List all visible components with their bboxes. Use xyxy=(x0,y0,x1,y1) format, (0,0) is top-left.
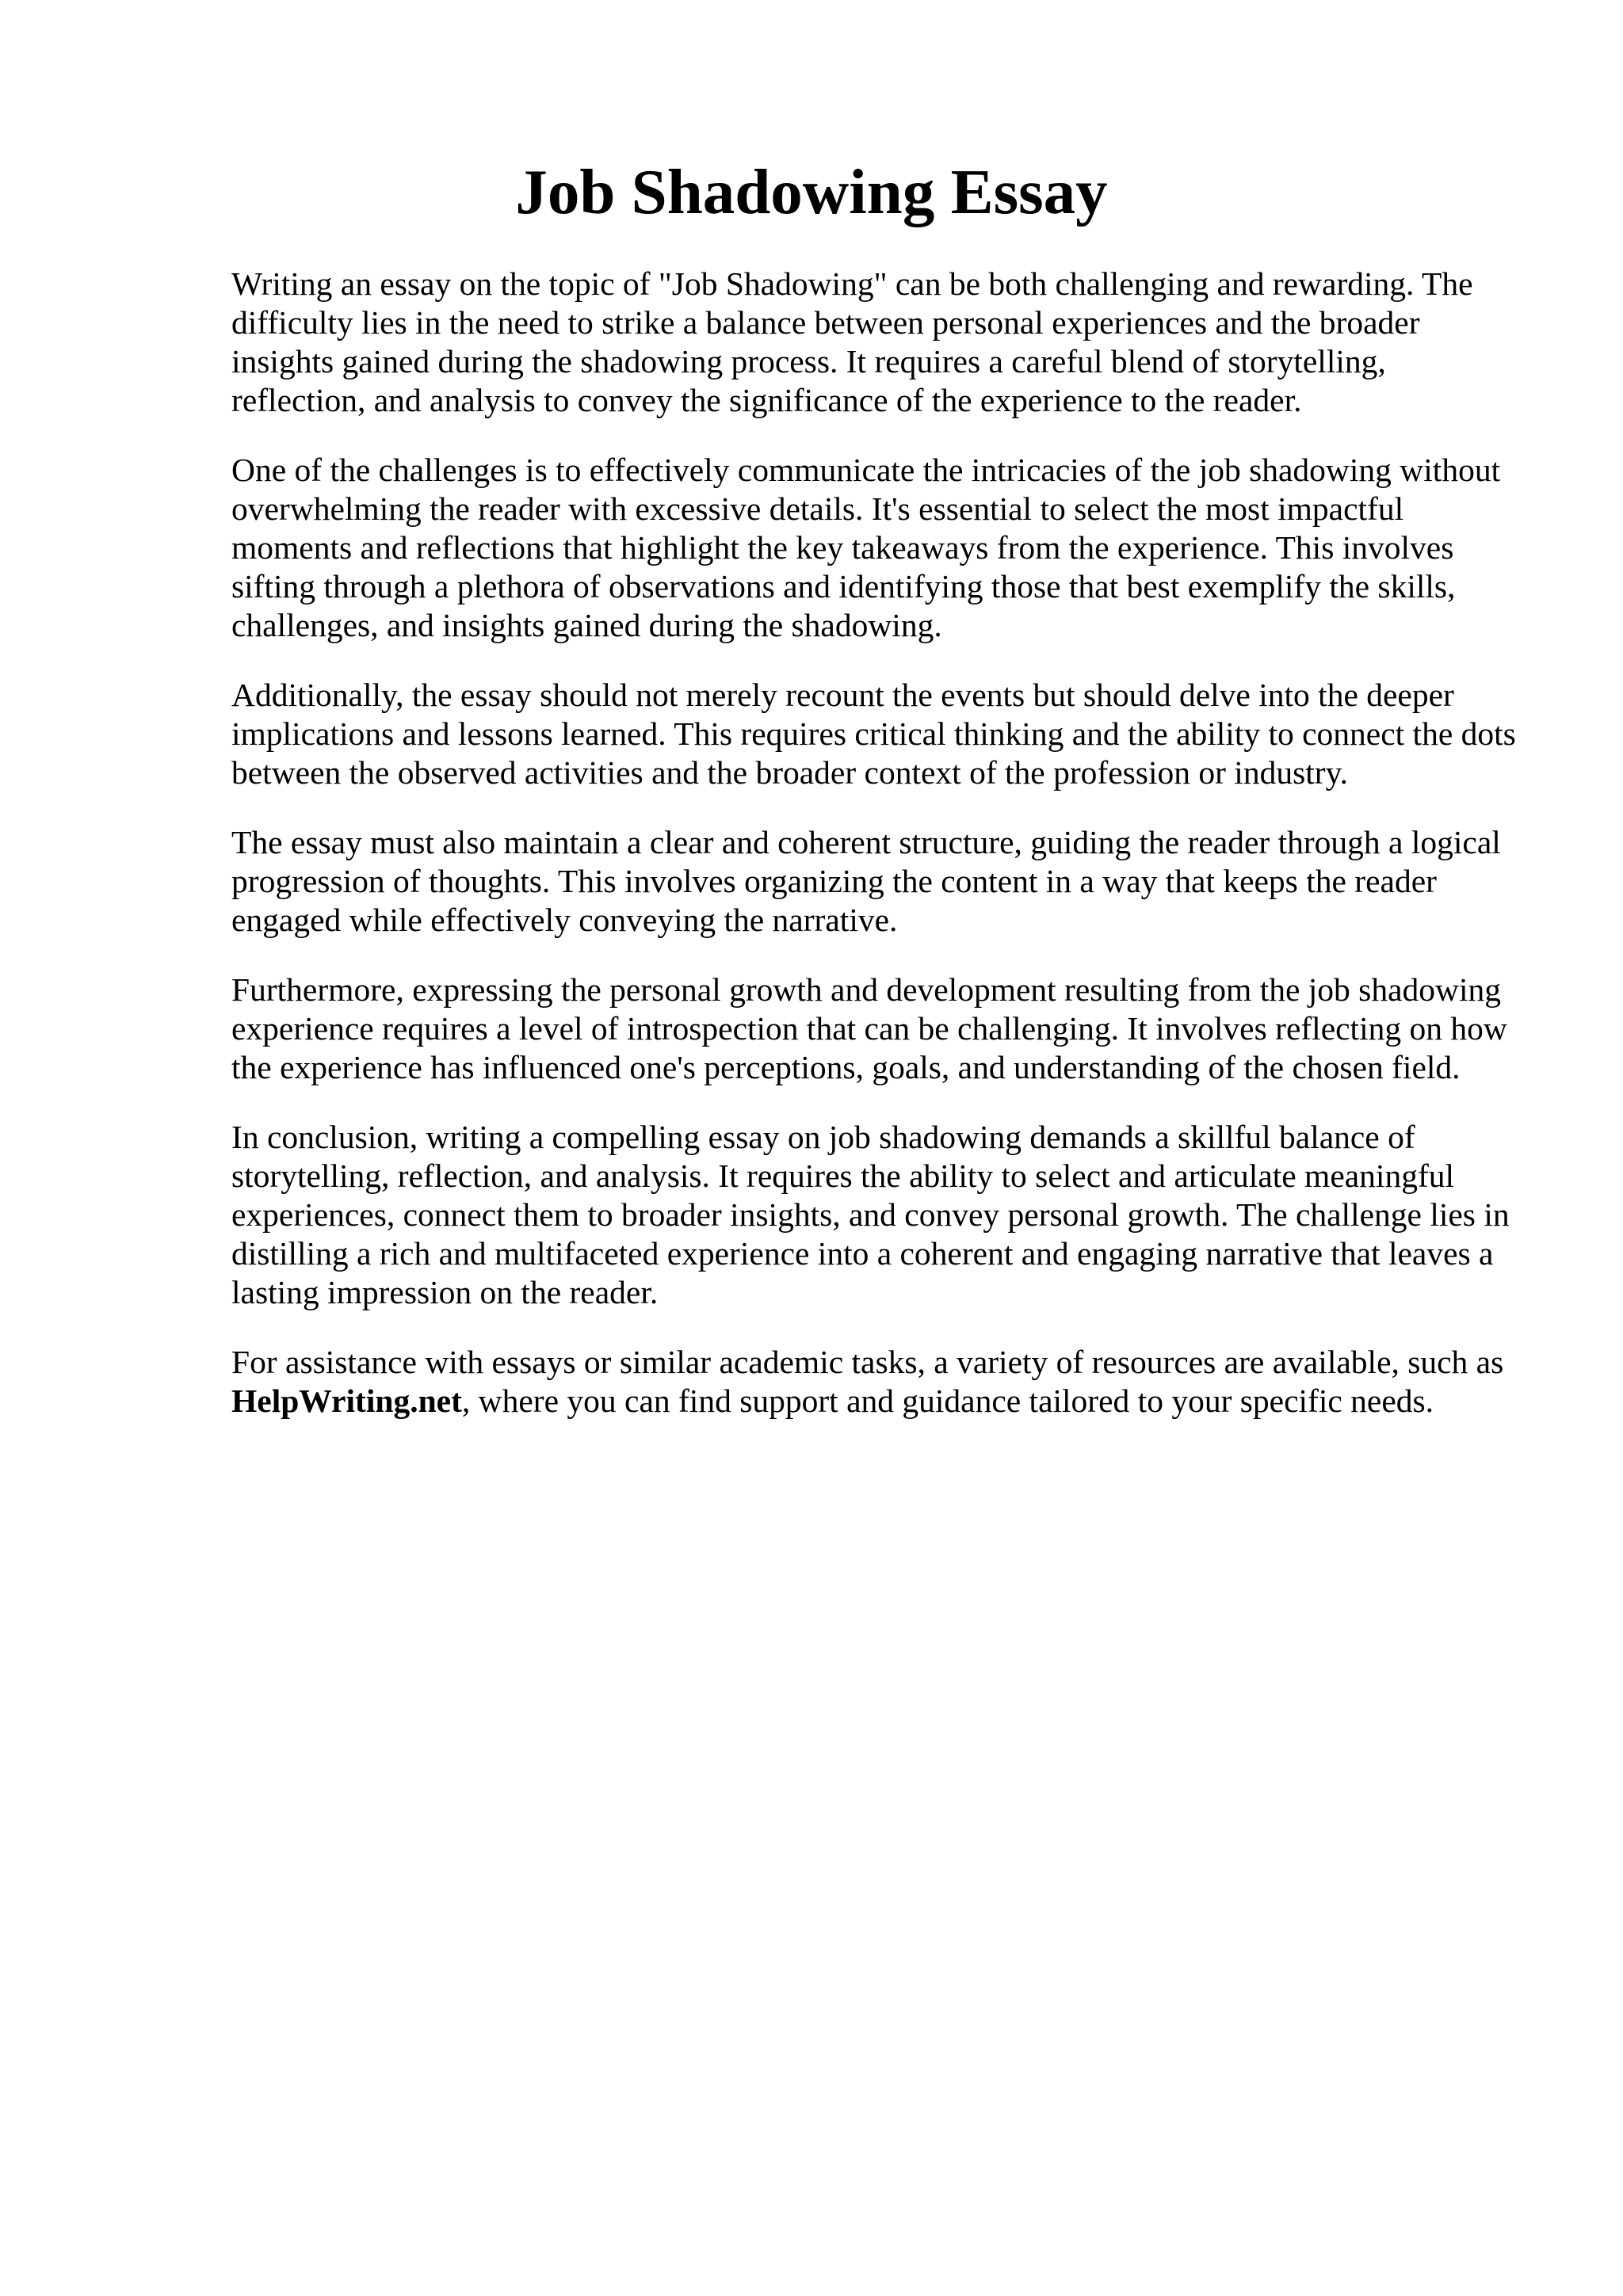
text-line: sifting through a plethora of observations and identifying those that best exemplify the skills, xyxy=(231,568,1456,605)
helpwriting-brand-link[interactable]: HelpWriting.net xyxy=(231,1383,462,1419)
essay-body xyxy=(231,265,1531,1451)
text-line: difficulty lies in the need to strike a balance between personal experiences and the broader xyxy=(231,304,1420,341)
text-line: In conclusion, writing a compelling essay on job shadowing demands a skillful balance of xyxy=(231,1119,1415,1155)
text-line: the experience has influenced one's perceptions, goals, and understanding of the chosen field. xyxy=(231,1049,1461,1085)
text-line: insights gained during the shadowing process. It requires a careful blend of storytelling, xyxy=(231,343,1386,379)
paragraph-3 xyxy=(231,676,1531,792)
text-line: distilling a rich and multifaceted experience into a coherent and engaging narrative that leaves a xyxy=(231,1235,1494,1272)
text-line: experiences, connect them to broader insights, and convey personal growth. The challenge lies in xyxy=(231,1196,1510,1233)
text-line: implications and lessons learned. This requires critical thinking and the ability to connect the dots xyxy=(231,715,1516,752)
text-line xyxy=(231,1382,1531,1421)
text-line: Writing an essay on the topic of "Job Shadowing" can be both challenging and rewarding. The xyxy=(231,265,1473,302)
closing-text: , where you can find support and guidance tailored to your specific needs. xyxy=(461,1383,1434,1419)
text-line: between the observed activities and the broader context of the profession or industry. xyxy=(231,754,1349,791)
document-title: Job Shadowing Essay xyxy=(515,156,1108,227)
text-line: storytelling, reflection, and analysis. It requires the ability to select and articulate meaningful xyxy=(231,1158,1455,1194)
text-line: experience requires a level of introspection that can be challenging. It involves reflecting on how xyxy=(231,1010,1507,1047)
text-line: The essay must also maintain a clear and coherent structure, guiding the reader through a logical xyxy=(231,824,1501,860)
text-line: One of the challenges is to effectively communicate the intricacies of the job shadowing without xyxy=(231,452,1501,488)
text-line: lasting impression on the reader. xyxy=(231,1274,659,1310)
text-line: challenges, and insights gained during the shadowing. xyxy=(231,607,942,643)
text-line: reflection, and analysis to convey the significance of the experience to the reader. xyxy=(231,382,1302,418)
text-line: progression of thoughts. This involves organizing the content in a way that keeps the reader xyxy=(231,863,1437,899)
closing-paragraph xyxy=(231,1343,1531,1421)
paragraph-5 xyxy=(231,971,1531,1087)
paragraph-1 xyxy=(231,265,1531,420)
paragraph-6 xyxy=(231,1118,1531,1312)
text-line: overwhelming the reader with excessive details. It's essential to select the most impactful xyxy=(231,490,1404,527)
text-line: For assistance with essays or similar academic tasks, a variety of resources are available, such as xyxy=(231,1344,1504,1380)
text-line: Additionally, the essay should not merely recount the events but should delve into the deeper xyxy=(231,677,1454,713)
paragraph-2 xyxy=(231,451,1531,645)
text-line: engaged while effectively conveying the narrative. xyxy=(231,902,898,938)
text-line: moments and reflections that highlight the key takeaways from the experience. This involves xyxy=(231,529,1454,566)
paragraph-4 xyxy=(231,823,1531,940)
text-line: Furthermore, expressing the personal growth and development resulting from the job shadowing xyxy=(231,971,1502,1008)
